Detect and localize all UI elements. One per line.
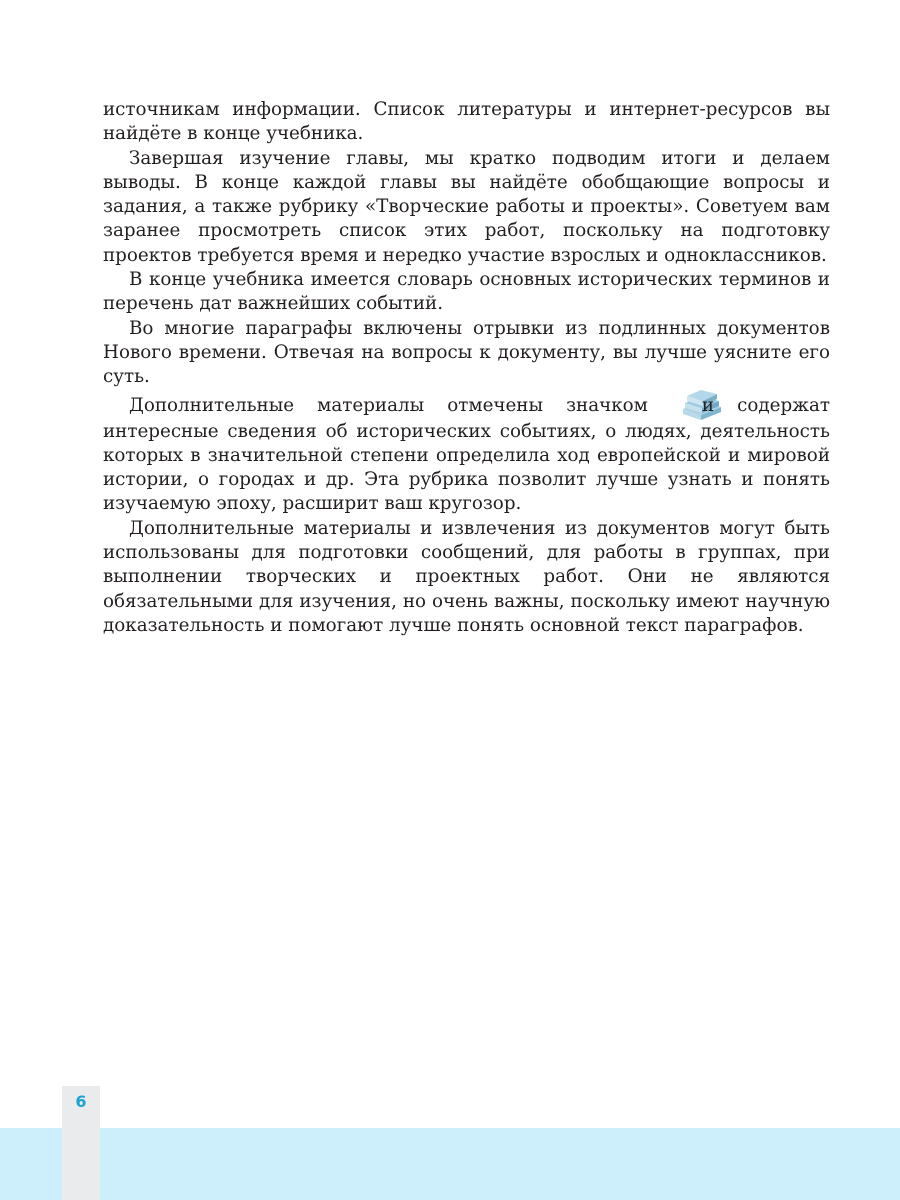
paragraph-usage: Дополнительные материалы и извлечения из документов могут быть использованы для подготовки сообщений, для работы в группах, при выполнении творческих и проектных работ. Они не являются обязательными для изучения, но очень важны, поскольку имеют научную доказательность и помогают лучше понять основной текст параграфов.: [103, 517, 830, 636]
page-number: 6: [75, 1092, 87, 1111]
additional-materials-text-start: Дополнительные материалы отмечены значком: [129, 394, 648, 416]
paragraph-additional-materials: [103, 390, 830, 517]
body-text: [103, 98, 830, 638]
paragraph-chapter-summary: Завершая изучение главы, мы кратко подводим итоги и делаем выводы. В конце каждой главы вы найдёте обобщающие вопросы и задания, а также рубрику «Творческие работы и проекты». Советуем вам заранее просмотреть список этих работ, поскольку на подготовку проектов требуется время и нередко участие взрослых и одноклассников.: [103, 147, 830, 266]
paragraph-documents: Во многие параграфы включены отрывки из подлинных документов Нового времени. Отвечая на вопросы к документу, вы лучше уясните его суть.: [103, 317, 830, 388]
footer-band: [0, 1128, 900, 1200]
paragraph-glossary: В конце учебника имеется словарь основных исторических терминов и перечень дат важнейших событий.: [103, 269, 830, 315]
additional-materials-text-end: и содержат интересные сведения об исторических событиях, о людях, деятельность которых в значительной степени определила ход европейской и мировой истории, о городах и др. Эта рубрика позволит лучше узнать и понять изучаемую эпоху, расширит ваш кругозор.: [103, 394, 830, 515]
paragraph-sources-continuation: источникам информации. Список литературы и интернет-ресурсов вы найдёте в конце учебника.: [103, 99, 830, 145]
books-stack-icon: [655, 390, 697, 420]
page-number-tab: [62, 1086, 100, 1200]
